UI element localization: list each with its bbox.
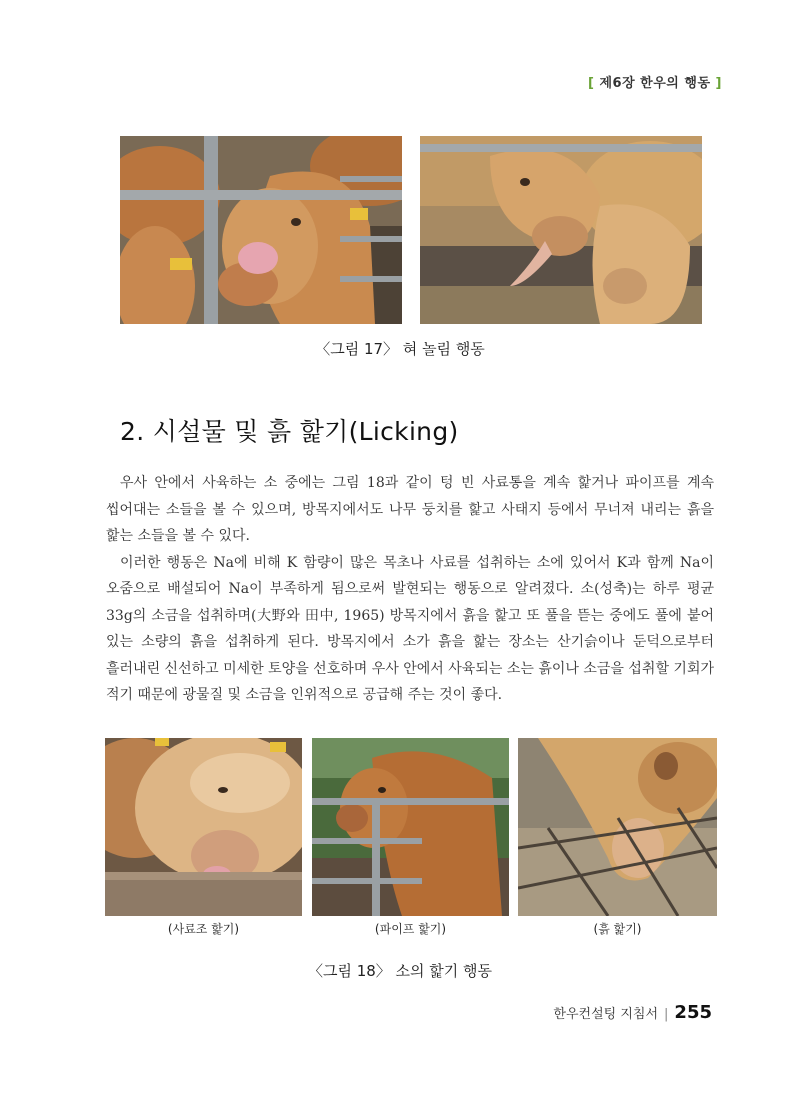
subcaption-soil: (흙 핥기) bbox=[593, 922, 642, 936]
page-number: 255 bbox=[674, 1002, 712, 1023]
header-close-bracket: ] bbox=[715, 76, 722, 91]
footer-book-title: 한우컨설팅 지침서 bbox=[553, 1007, 659, 1022]
paragraph-1: 우사 안에서 사육하는 소 중에는 그림 18과 같이 텅 빈 사료통을 계속 핥거나 파이프를 계속 씹어대는 소들을 볼 수 있으며, 방목지에서도 나무 둥치를 핥고 사태지 등에서 무너져 내리는 흙을 핥는 소들을 볼 수 있다. bbox=[106, 475, 714, 544]
figure18-caption: 〈그림 18〉 소의 핥기 행동 bbox=[307, 962, 493, 980]
figure17-caption: 〈그림 17〉 혀 놀림 행동 bbox=[315, 340, 485, 358]
section-body bbox=[106, 470, 714, 709]
header-chapter-title: 제6장 한우의 행동 bbox=[599, 76, 711, 91]
page-footer bbox=[553, 1002, 712, 1023]
figure18-photo-pipe bbox=[312, 738, 509, 916]
figure17-photo-right bbox=[420, 136, 702, 324]
figure18-photo-soil bbox=[518, 738, 717, 916]
figure17-photo-left bbox=[120, 136, 402, 324]
section-heading: 2. 시설물 및 흙 핥기(Licking) bbox=[120, 417, 459, 446]
subcaption-feed-trough: (사료조 핥기) bbox=[167, 922, 240, 936]
figure18-photo-feed-trough bbox=[105, 738, 302, 916]
header-open-bracket: [ bbox=[588, 76, 595, 91]
footer-separator: | bbox=[664, 1007, 669, 1022]
subcaption-pipe: (파이프 핥기) bbox=[374, 922, 447, 936]
paragraph-2: 이러한 행동은 Na에 비해 K 함량이 많은 목초나 사료를 섭취하는 소에 있어서 K과 함께 Na이 오줌으로 배설되어 Na이 부족하게 됨으로써 발현되는 행동으로 알려졌다. 소(성축)는 하루 평균 33g의 소금을 섭취하며(大野와 田中, 1965) 방목지에서 흙을 핥고 또 풀을 뜯는 중에도 풀에 붙어 있는 소량의 흙을 섭취하게 된다. 방목지에서 소가 흙을 핥는 장소는 산기슭이나 둔덕으로부터 흘러내린 신선하고 미세한 토양을 선호하며 우사 안에서 사육되는 소는 흙이나 소금을 섭취할 기회가 적기 때문에 광물질 및 소금을 인위적으로 공급해 주는 것이 좋다. bbox=[106, 554, 714, 703]
running-header bbox=[588, 72, 722, 91]
